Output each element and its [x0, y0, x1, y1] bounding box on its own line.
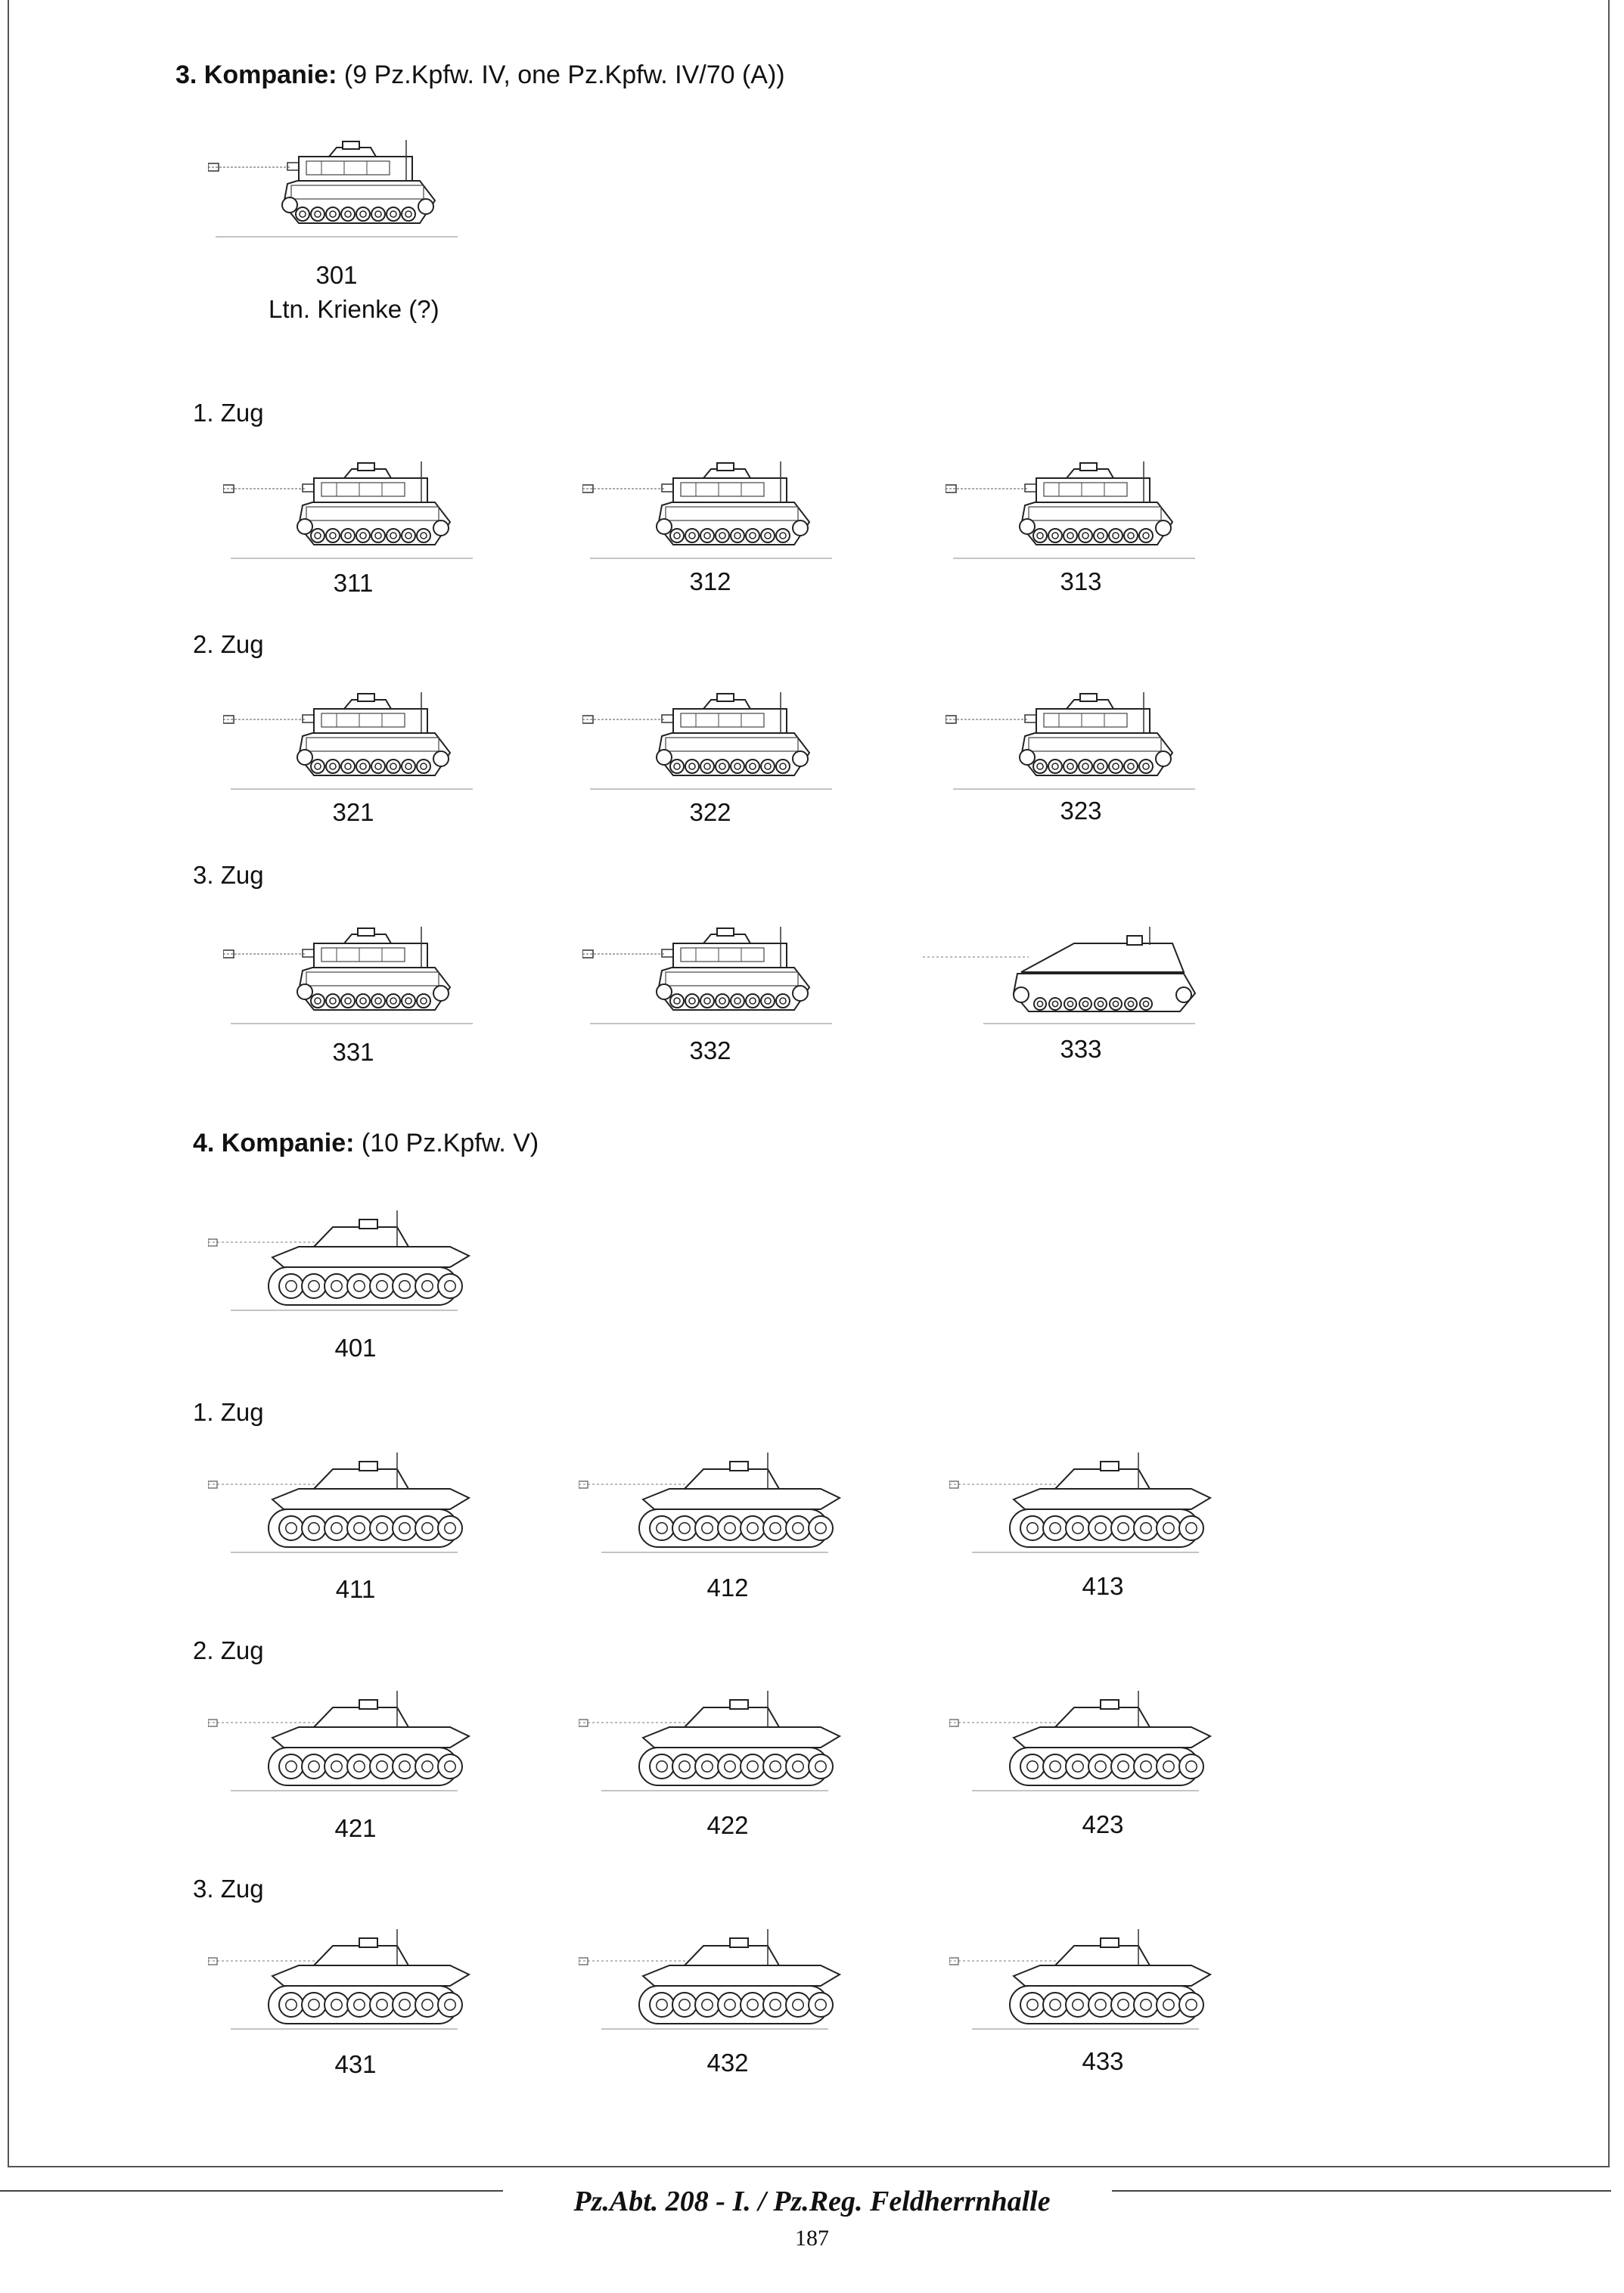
tank-321-drawing	[223, 692, 518, 794]
zug-label-4-3: 3. Zug	[193, 1875, 264, 1903]
company-3-heading-rest: (9 Pz.Kpfw. IV, one Pz.Kpfw. IV/70 (A))	[337, 61, 785, 89]
zug-label-3: 3. Zug	[193, 861, 264, 889]
tank-number-412: 412	[706, 1574, 749, 1602]
tank-412-drawing	[579, 1453, 874, 1555]
tank-number-333: 333	[1060, 1035, 1102, 1063]
tank-number-411: 411	[335, 1575, 376, 1603]
tank-number-313: 313	[1060, 567, 1102, 595]
tank-number-413: 413	[1082, 1572, 1124, 1600]
tank-number-312: 312	[689, 567, 731, 595]
tank-431-drawing	[208, 1929, 503, 2031]
tank-313-drawing	[946, 461, 1241, 564]
zug-label-4-2: 2. Zug	[193, 1636, 264, 1664]
tank-331-drawing	[223, 927, 518, 1029]
commander-name: Ltn. Krienke (?)	[269, 295, 439, 323]
tank-number-433: 433	[1082, 2047, 1124, 2075]
company-4-heading	[193, 1129, 539, 1158]
tank-number-331: 331	[332, 1038, 374, 1066]
tank-401-drawing	[208, 1210, 503, 1313]
tank-312-drawing	[582, 461, 877, 564]
tank-number-401: 401	[334, 1334, 377, 1362]
page-frame	[8, 0, 1610, 2167]
tank-number-422: 422	[706, 1811, 749, 1839]
tank-number-432: 432	[706, 2049, 749, 2077]
tank-number-423: 423	[1082, 1810, 1124, 1838]
tank-423-drawing	[949, 1691, 1244, 1793]
tank-432-drawing	[579, 1929, 874, 2031]
tank-number-311: 311	[333, 569, 374, 597]
tank-433-drawing	[949, 1929, 1244, 2031]
zug-label-4-1: 1. Zug	[193, 1398, 264, 1426]
tank-301-drawing	[208, 140, 503, 242]
running-footer-title: Pz.Abt. 208 - I. / Pz.Reg. Feldherrnhalle	[573, 2186, 1051, 2217]
zug-label-1: 1. Zug	[193, 399, 264, 427]
tank-number-332: 332	[689, 1036, 731, 1064]
tank-333-drawing	[923, 927, 1218, 1029]
tank-number-421: 421	[334, 1814, 377, 1842]
tank-411-drawing	[208, 1453, 503, 1555]
tank-number-321: 321	[332, 798, 374, 826]
tank-311-drawing	[223, 461, 518, 564]
zug-label-2: 2. Zug	[193, 630, 264, 658]
tank-332-drawing	[582, 927, 877, 1029]
page-number: 187	[795, 2226, 829, 2251]
tank-413-drawing	[949, 1453, 1244, 1555]
tank-number-323: 323	[1060, 797, 1102, 825]
tank-number-322: 322	[689, 798, 731, 826]
tank-number-431: 431	[334, 2050, 377, 2078]
company-4-heading-rest: (10 Pz.Kpfw. V)	[354, 1129, 539, 1157]
tank-421-drawing	[208, 1691, 503, 1793]
company-4-heading-bold: 4. Kompanie:	[193, 1129, 355, 1157]
company-3-heading	[175, 61, 785, 90]
tank-number-301: 301	[315, 261, 358, 289]
tank-422-drawing	[579, 1691, 874, 1793]
tank-322-drawing	[582, 692, 877, 794]
company-3-heading-bold: 3. Kompanie:	[175, 61, 337, 89]
tank-323-drawing	[946, 692, 1241, 794]
